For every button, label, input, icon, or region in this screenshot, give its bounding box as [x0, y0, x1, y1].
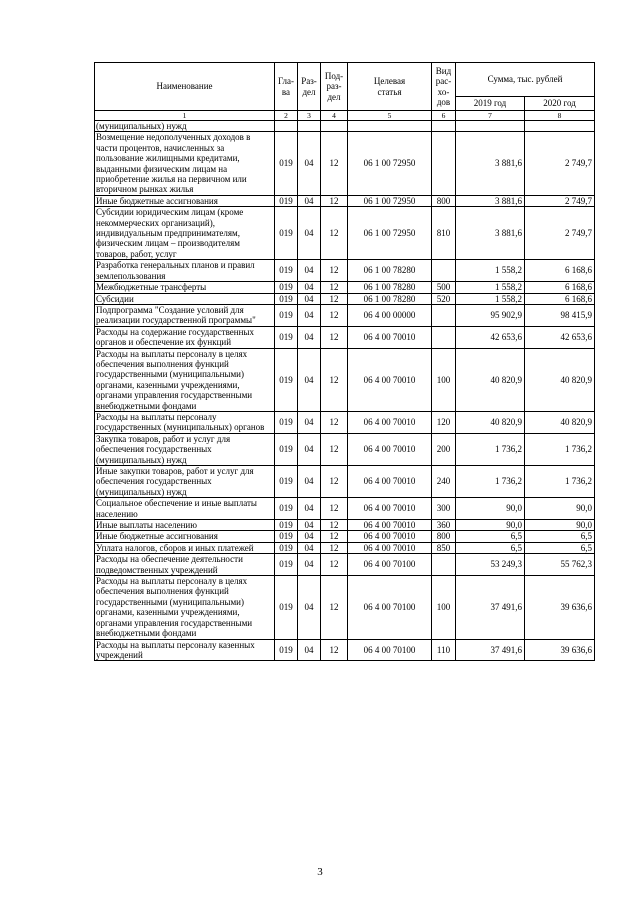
table-row [95, 498, 595, 520]
row-name: Разработка генеральных планов и правил землепользования [95, 260, 275, 282]
row-sum-2020: 1 736,2 [525, 466, 595, 498]
row-razdel: 04 [298, 348, 321, 411]
row-vid: 810 [432, 207, 456, 260]
row-sum-2020: 42 653,6 [525, 326, 595, 348]
row-podrazdel: 12 [321, 576, 348, 639]
row-podrazdel: 12 [321, 466, 348, 498]
row-sum-2020: 6 168,6 [525, 260, 595, 282]
table-row [95, 326, 595, 348]
row-sum-2019: 1 558,2 [456, 260, 525, 282]
row-sum-2019: 1 736,2 [456, 433, 525, 465]
row-sum-2019: 3 881,6 [456, 132, 525, 195]
table-row [95, 433, 595, 465]
row-podrazdel: 12 [321, 260, 348, 282]
row-podrazdel: 12 [321, 304, 348, 326]
row-sum-2020: 39 636,6 [525, 576, 595, 639]
row-razdel: 04 [298, 411, 321, 433]
row-glava: 019 [275, 542, 298, 553]
row-vid [432, 554, 456, 576]
header-razdel: Раз- дел [298, 63, 321, 111]
row-statya: 06 4 00 70010 [348, 348, 432, 411]
row-vid: 500 [432, 282, 456, 293]
row-razdel: 04 [298, 639, 321, 661]
header-summa: Сумма, тыс. рублей [456, 63, 595, 97]
row-glava: 019 [275, 282, 298, 293]
row-name: Субсидии юридическим лицам (кроме некоммерческих организаций), индивидуальным предпринимателям, физическим лицам – производителям товаров, работ, услуг [95, 207, 275, 260]
table-row [95, 520, 595, 531]
row-razdel: 04 [298, 207, 321, 260]
row-statya: 06 4 00 70010 [348, 520, 432, 531]
row-glava: 019 [275, 195, 298, 206]
row-vid [432, 121, 456, 132]
row-name: Иные бюджетные ассигнования [95, 195, 275, 206]
row-podrazdel: 12 [321, 411, 348, 433]
row-sum-2020: 2 749,7 [525, 132, 595, 195]
row-podrazdel: 12 [321, 348, 348, 411]
table-row [95, 293, 595, 304]
row-podrazdel: 12 [321, 498, 348, 520]
row-name: Расходы на обеспечение деятельности подведомственных учреждений [95, 554, 275, 576]
header-podrazdel: Под- раз- дел [321, 63, 348, 111]
row-vid: 100 [432, 348, 456, 411]
row-glava: 019 [275, 260, 298, 282]
row-statya: 06 4 00 70010 [348, 466, 432, 498]
row-name: Иные бюджетные ассигнования [95, 531, 275, 542]
table-row [95, 121, 595, 132]
row-vid: 200 [432, 433, 456, 465]
header-year-2019: 2019 год [456, 97, 525, 111]
row-sum-2019: 53 249,3 [456, 554, 525, 576]
header-vid: Вид рас- хо- дов [432, 63, 456, 111]
row-razdel: 04 [298, 531, 321, 542]
row-sum-2019: 1 558,2 [456, 282, 525, 293]
row-name: Расходы на выплаты персоналу казенных учреждений [95, 639, 275, 661]
row-sum-2020: 1 736,2 [525, 433, 595, 465]
row-name: Уплата налогов, сборов и иных платежей [95, 542, 275, 553]
header-year-2020: 2020 год [525, 97, 595, 111]
row-sum-2019: 42 653,6 [456, 326, 525, 348]
row-vid: 800 [432, 531, 456, 542]
header-name: Наименование [95, 63, 275, 111]
row-glava [275, 121, 298, 132]
row-name: (муниципальных) нужд [95, 121, 275, 132]
row-sum-2019: 40 820,9 [456, 348, 525, 411]
row-vid [432, 326, 456, 348]
column-number: 4 [321, 111, 348, 121]
row-razdel: 04 [298, 282, 321, 293]
row-podrazdel: 12 [321, 195, 348, 206]
row-glava: 019 [275, 207, 298, 260]
budget-table [94, 62, 595, 661]
row-sum-2020: 40 820,9 [525, 411, 595, 433]
row-razdel: 04 [298, 554, 321, 576]
row-name: Возмещение недополученных доходов в части процентов, начисленных за пользование жилищными кредитами, выданными физическим лицам на приобретение жилья на первичном или вторичном рынках жилья [95, 132, 275, 195]
row-razdel: 04 [298, 433, 321, 465]
row-glava: 019 [275, 576, 298, 639]
row-razdel: 04 [298, 304, 321, 326]
row-vid: 850 [432, 542, 456, 553]
row-name: Межбюджетные трансферты [95, 282, 275, 293]
row-podrazdel: 12 [321, 520, 348, 531]
row-sum-2020: 90,0 [525, 520, 595, 531]
row-sum-2020: 6,5 [525, 531, 595, 542]
row-statya: 06 1 00 72950 [348, 207, 432, 260]
column-number: 7 [456, 111, 525, 121]
row-sum-2019: 6,5 [456, 531, 525, 542]
row-razdel [298, 121, 321, 132]
column-number: 1 [95, 111, 275, 121]
row-podrazdel: 12 [321, 531, 348, 542]
row-razdel: 04 [298, 520, 321, 531]
row-podrazdel: 12 [321, 282, 348, 293]
row-statya: 06 4 00 70010 [348, 498, 432, 520]
row-podrazdel: 12 [321, 326, 348, 348]
column-number: 3 [298, 111, 321, 121]
row-sum-2020: 40 820,9 [525, 348, 595, 411]
row-sum-2019: 90,0 [456, 520, 525, 531]
row-podrazdel: 12 [321, 542, 348, 553]
row-vid [432, 304, 456, 326]
row-razdel: 04 [298, 576, 321, 639]
row-podrazdel: 12 [321, 132, 348, 195]
row-razdel: 04 [298, 326, 321, 348]
header-glava: Гла- ва [275, 63, 298, 111]
column-number: 6 [432, 111, 456, 121]
row-name: Расходы на содержание государственных органов и обеспечение их функций [95, 326, 275, 348]
row-vid: 520 [432, 293, 456, 304]
row-vid [432, 260, 456, 282]
row-sum-2020: 90,0 [525, 498, 595, 520]
row-statya: 06 4 00 70010 [348, 411, 432, 433]
row-name: Расходы на выплаты персоналу в целях обеспечения выполнения функций государственными (муниципальными) органами, казенными учреждениями, органами управления государственными внебюджетными фондами [95, 576, 275, 639]
row-glava: 019 [275, 304, 298, 326]
row-statya: 06 4 00 70010 [348, 433, 432, 465]
row-sum-2020: 39 636,6 [525, 639, 595, 661]
row-sum-2020: 2 749,7 [525, 207, 595, 260]
row-podrazdel: 12 [321, 433, 348, 465]
row-razdel: 04 [298, 195, 321, 206]
row-statya: 06 1 00 78280 [348, 282, 432, 293]
row-glava: 019 [275, 433, 298, 465]
row-statya: 06 1 00 78280 [348, 293, 432, 304]
row-vid: 110 [432, 639, 456, 661]
row-name: Расходы на выплаты персоналу государственных (муниципальных) органов [95, 411, 275, 433]
row-glava: 019 [275, 639, 298, 661]
column-number-row [95, 111, 595, 121]
row-sum-2019: 90,0 [456, 498, 525, 520]
table-row [95, 639, 595, 661]
row-statya: 06 4 00 70010 [348, 542, 432, 553]
row-razdel: 04 [298, 293, 321, 304]
row-vid: 120 [432, 411, 456, 433]
row-statya: 06 4 00 70010 [348, 326, 432, 348]
row-sum-2020: 98 415,9 [525, 304, 595, 326]
row-razdel: 04 [298, 260, 321, 282]
row-razdel: 04 [298, 542, 321, 553]
table-row [95, 195, 595, 206]
header-statya: Целевая статья [348, 63, 432, 111]
row-name: Иные закупки товаров, работ и услуг для обеспечения государственных (муниципальных) нужд [95, 466, 275, 498]
table-row [95, 260, 595, 282]
column-number: 8 [525, 111, 595, 121]
row-statya: 06 4 00 00000 [348, 304, 432, 326]
column-number: 5 [348, 111, 432, 121]
row-podrazdel [321, 121, 348, 132]
table-row [95, 282, 595, 293]
row-razdel: 04 [298, 498, 321, 520]
row-podrazdel: 12 [321, 639, 348, 661]
row-glava: 019 [275, 348, 298, 411]
row-sum-2019: 6,5 [456, 542, 525, 553]
row-glava: 019 [275, 466, 298, 498]
row-glava: 019 [275, 132, 298, 195]
row-sum-2019: 1 736,2 [456, 466, 525, 498]
column-number: 2 [275, 111, 298, 121]
row-vid [432, 132, 456, 195]
row-vid: 800 [432, 195, 456, 206]
row-glava: 019 [275, 411, 298, 433]
table-row [95, 466, 595, 498]
table-row [95, 132, 595, 195]
row-podrazdel: 12 [321, 554, 348, 576]
row-name: Субсидии [95, 293, 275, 304]
row-sum-2019: 1 558,2 [456, 293, 525, 304]
row-statya: 06 1 00 72950 [348, 195, 432, 206]
table-header [95, 63, 595, 111]
row-sum-2019: 3 881,6 [456, 195, 525, 206]
row-vid: 360 [432, 520, 456, 531]
table-row [95, 531, 595, 542]
table-row [95, 348, 595, 411]
row-name: Расходы на выплаты персоналу в целях обеспечения выполнения функций государственными (муниципальными) органами, казенными учреждениями, органами управления государственными внебюджетными фондами [95, 348, 275, 411]
row-sum-2019 [456, 121, 525, 132]
row-sum-2019: 40 820,9 [456, 411, 525, 433]
row-vid: 300 [432, 498, 456, 520]
row-razdel: 04 [298, 466, 321, 498]
row-vid: 240 [432, 466, 456, 498]
row-name: Подпрограмма "Создание условий для реализации государственной программы" [95, 304, 275, 326]
table-body [95, 111, 595, 661]
row-sum-2020: 6 168,6 [525, 293, 595, 304]
row-sum-2019: 95 902,9 [456, 304, 525, 326]
row-statya: 06 1 00 72950 [348, 132, 432, 195]
table-row [95, 411, 595, 433]
table-row [95, 576, 595, 639]
row-glava: 019 [275, 326, 298, 348]
row-name: Иные выплаты населению [95, 520, 275, 531]
row-statya: 06 4 00 70010 [348, 531, 432, 542]
row-name: Социальное обеспечение и иные выплаты населению [95, 498, 275, 520]
row-vid: 100 [432, 576, 456, 639]
row-sum-2019: 37 491,6 [456, 576, 525, 639]
row-glava: 019 [275, 554, 298, 576]
row-statya [348, 121, 432, 132]
table-row [95, 304, 595, 326]
row-podrazdel: 12 [321, 207, 348, 260]
row-sum-2020 [525, 121, 595, 132]
row-glava: 019 [275, 498, 298, 520]
row-sum-2019: 3 881,6 [456, 207, 525, 260]
row-glava: 019 [275, 531, 298, 542]
row-sum-2020: 2 749,7 [525, 195, 595, 206]
table-row [95, 542, 595, 553]
row-sum-2019: 37 491,6 [456, 639, 525, 661]
row-statya: 06 1 00 78280 [348, 260, 432, 282]
row-sum-2020: 6 168,6 [525, 282, 595, 293]
table-row [95, 554, 595, 576]
page-number: 3 [317, 866, 323, 878]
row-sum-2020: 55 762,3 [525, 554, 595, 576]
row-statya: 06 4 00 70100 [348, 554, 432, 576]
row-sum-2020: 6,5 [525, 542, 595, 553]
row-razdel: 04 [298, 132, 321, 195]
table-row [95, 207, 595, 260]
row-glava: 019 [275, 520, 298, 531]
row-statya: 06 4 00 70100 [348, 576, 432, 639]
row-name: Закупка товаров, работ и услуг для обеспечения государственных (муниципальных) нужд [95, 433, 275, 465]
row-statya: 06 4 00 70100 [348, 639, 432, 661]
row-podrazdel: 12 [321, 293, 348, 304]
row-glava: 019 [275, 293, 298, 304]
